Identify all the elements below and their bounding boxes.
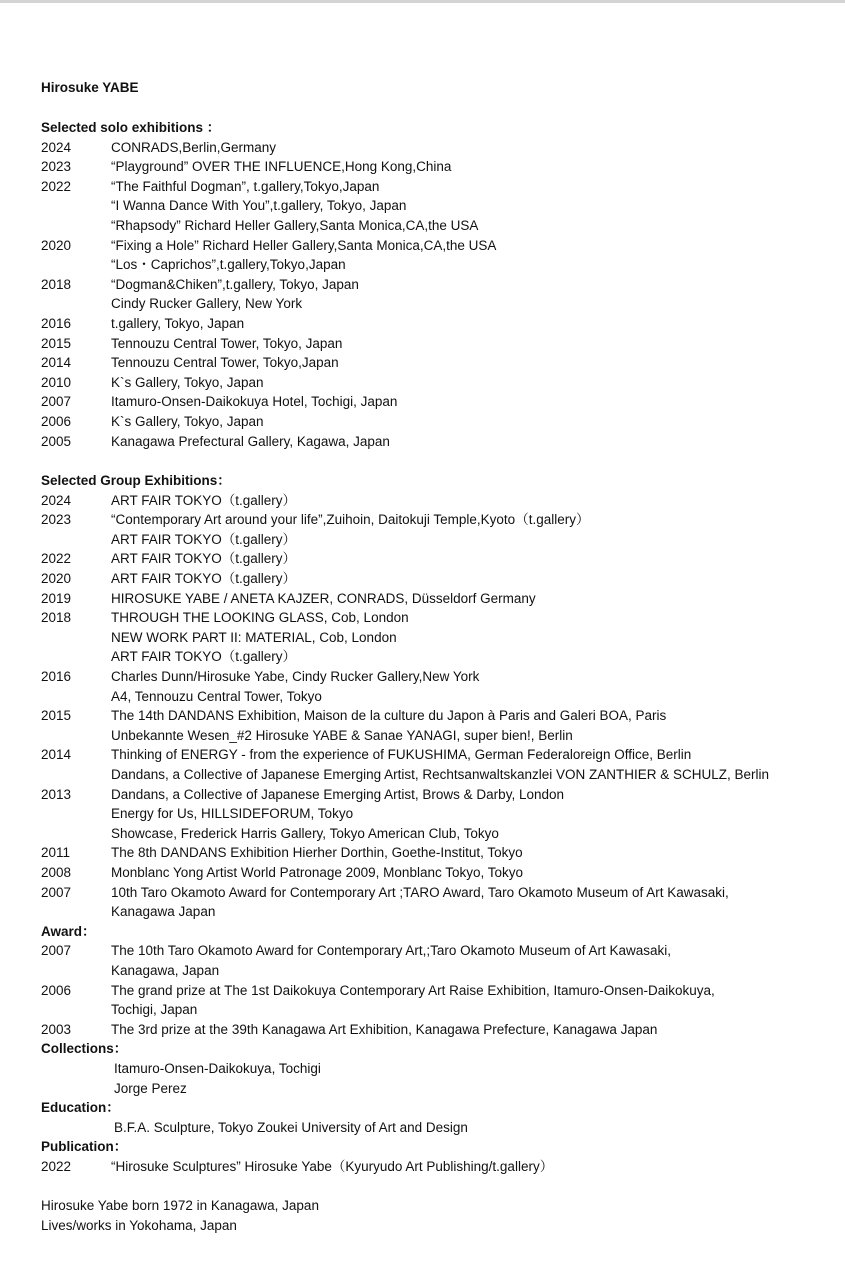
award-heading: Award： <box>41 923 96 939</box>
entry-details <box>111 1157 831 1177</box>
cv-entry <box>41 608 831 667</box>
collections-heading: Collections： <box>41 1041 128 1057</box>
entry-year: 2008 <box>41 864 72 880</box>
entry-details <box>111 981 831 1020</box>
spacer <box>41 451 831 471</box>
group-exhibitions-section <box>41 471 831 922</box>
entry-year: 2020 <box>41 571 72 587</box>
entry-year: 2015 <box>41 335 72 351</box>
entry-details <box>111 863 831 883</box>
entry-line: “Los・Caprichos”,t.gallery,Tokyo,Japan <box>111 257 346 273</box>
entry-year: 2007 <box>41 394 72 410</box>
top-border <box>0 0 845 3</box>
cv-entry <box>41 706 831 745</box>
entry-year: 2016 <box>41 669 72 685</box>
cv-entry <box>41 412 831 432</box>
entry-year: 2020 <box>41 237 72 253</box>
cv-entry <box>41 177 831 236</box>
collections-section <box>41 1039 831 1098</box>
cv-entry <box>41 785 831 844</box>
cv-entry <box>41 510 831 549</box>
entry-year: 2024 <box>41 492 72 508</box>
entry-year <box>41 1059 114 1098</box>
publication-list <box>41 1157 831 1177</box>
entry-year: 2024 <box>41 139 72 155</box>
entry-line: “Rhapsody” Richard Heller Gallery,Santa Monica,CA,the USA <box>111 217 479 233</box>
cv-entry <box>41 138 831 158</box>
entry-details <box>111 745 831 784</box>
education-list <box>41 1118 831 1138</box>
entry-year: 2022 <box>41 1158 72 1174</box>
cv-entry <box>41 157 831 177</box>
spacer <box>41 1176 831 1196</box>
bio-section <box>41 1196 831 1235</box>
entry-year: 2023 <box>41 159 72 175</box>
collections-list <box>41 1059 831 1098</box>
entry-details <box>111 491 831 511</box>
cv-entry <box>41 1059 831 1098</box>
entry-line: The grand prize at The 1st Daikokuya Contemporary Art Raise Exhibition, Itamuro-Onsen-Daikokuya, <box>111 982 715 998</box>
entry-details <box>111 236 831 275</box>
entry-details <box>111 785 831 844</box>
cv-entry <box>41 1157 831 1177</box>
entry-line: B.F.A. Sculpture, Tokyo Zoukei University of Art and Design <box>114 1119 468 1135</box>
cv-entry <box>41 745 831 784</box>
entry-line: Energy for Us, HILLSIDEFORUM, Tokyo <box>111 806 354 822</box>
entry-line: “Hirosuke Sculptures” Hirosuke Yabe（Kyuryudo Art Publishing/t.gallery） <box>111 1158 554 1174</box>
group-exhibitions-list <box>41 491 831 922</box>
entry-year <box>41 1118 114 1138</box>
entry-line: Unbekannte Wesen_#2 Hirosuke YABE & Sanae YANAGI, super bien!, Berlin <box>111 727 573 743</box>
entry-line: Thinking of ENERGY - from the experience of FUKUSHIMA, German Federaloreign Office, Berlin <box>111 747 692 763</box>
entry-details <box>111 843 831 863</box>
solo-exhibitions-section <box>41 118 831 451</box>
cv-entry <box>41 275 831 314</box>
entry-line: ART FAIR TOKYO（t.gallery） <box>111 571 297 587</box>
cv-entry <box>41 981 831 1020</box>
entry-line: Tennouzu Central Tower, Tokyo,Japan <box>111 355 339 371</box>
education-section <box>41 1098 831 1137</box>
entry-details <box>111 138 831 158</box>
entry-details <box>111 373 831 393</box>
cv-entry <box>41 236 831 275</box>
entry-line: “Contemporary Art around your life”,Zuihoin, Daitokuji Temple,Kyoto（t.gallery） <box>111 512 590 528</box>
entry-line: The 14th DANDANS Exhibition, Maison de la culture du Japon à Paris and Galeri BOA, Paris <box>111 708 667 724</box>
entry-details <box>111 569 831 589</box>
entry-year: 2023 <box>41 512 72 528</box>
entry-line: Jorge Perez <box>114 1080 187 1096</box>
entry-line: ART FAIR TOKYO（t.gallery） <box>111 531 297 547</box>
entry-details <box>111 608 831 667</box>
entry-line: “Fixing a Hole” Richard Heller Gallery,Santa Monica,CA,the USA <box>111 237 497 253</box>
entry-details <box>111 589 831 609</box>
cv-entry <box>41 491 831 511</box>
entry-year: 2018 <box>41 610 72 626</box>
entry-year: 2011 <box>41 845 71 861</box>
entry-line: ART FAIR TOKYO（t.gallery） <box>111 649 297 665</box>
entry-line: “The Faithful Dogman”, t.gallery,Tokyo,Japan <box>111 178 380 194</box>
entry-line: K`s Gallery, Tokyo, Japan <box>111 374 264 390</box>
cv-entry <box>41 334 831 354</box>
cv-entry <box>41 863 831 883</box>
entry-details <box>111 1020 831 1040</box>
cv-entry <box>41 589 831 609</box>
entry-year: 2018 <box>41 276 72 292</box>
entry-details <box>111 510 831 549</box>
entry-line: Tennouzu Central Tower, Tokyo, Japan <box>111 335 343 351</box>
entry-year: 2022 <box>41 551 72 567</box>
entry-year: 2005 <box>41 433 72 449</box>
cv-document <box>41 78 831 1236</box>
solo-exhibitions-heading: Selected solo exhibitions ： <box>41 120 221 135</box>
cv-entry <box>41 883 831 922</box>
entry-line: Showcase, Frederick Harris Gallery, Tokyo American Club, Tokyo <box>111 825 499 841</box>
entry-year: 2010 <box>41 374 72 390</box>
entry-year: 2013 <box>41 786 72 802</box>
entry-year: 2014 <box>41 355 72 371</box>
entry-details <box>111 941 831 980</box>
artist-name: Hirosuke YABE <box>41 80 139 95</box>
spacer <box>41 98 831 118</box>
publication-heading: Publication： <box>41 1139 128 1155</box>
bio-lives: Lives/works in Yokohama, Japan <box>41 1218 237 1234</box>
entry-line: Itamuro-Onsen-Daikokuya, Tochigi <box>114 1060 321 1076</box>
entry-line: Dandans, a Collective of Japanese Emerging Artist, Rechtsanwaltskanzlei VON ZANTHIER & SCHULZ, Berlin <box>111 767 770 782</box>
cv-entry <box>41 373 831 393</box>
entry-line: Cindy Rucker Gallery, New York <box>111 296 303 312</box>
entry-line: Tochigi, Japan <box>111 1002 198 1018</box>
entry-line: The 8th DANDANS Exhibition Hierher Dorthin, Goethe-Institut, Tokyo <box>111 845 523 861</box>
entry-details <box>114 1059 831 1098</box>
award-section <box>41 922 831 1040</box>
entry-details <box>111 314 831 334</box>
entry-line: Kanagawa Japan <box>111 904 216 920</box>
entry-year: 2015 <box>41 708 72 724</box>
entry-year: 2019 <box>41 590 72 606</box>
entry-details <box>114 1118 831 1138</box>
bio-born: Hirosuke Yabe born 1972 in Kanagawa, Japan <box>41 1198 319 1214</box>
entry-year: 2003 <box>41 1021 72 1037</box>
entry-details <box>111 706 831 745</box>
group-exhibitions-heading: Selected Group Exhibitions： <box>41 473 231 489</box>
cv-entry <box>41 1020 831 1040</box>
entry-line: THROUGH THE LOOKING GLASS, Cob, London <box>111 610 409 626</box>
entry-line: The 10th Taro Okamoto Award for Contemporary Art,;Taro Okamoto Museum of Art Kawasaki, <box>111 943 671 959</box>
entry-year: 2014 <box>41 747 72 763</box>
entry-year: 2022 <box>41 178 72 194</box>
entry-line: A4, Tennouzu Central Tower, Tokyo <box>111 688 322 704</box>
entry-year: 2006 <box>41 413 72 429</box>
entry-year: 2007 <box>41 884 72 900</box>
entry-line: Kanagawa Prefectural Gallery, Kagawa, Japan <box>111 433 390 449</box>
cv-entry <box>41 941 831 980</box>
award-list <box>41 941 831 1039</box>
entry-year: 2007 <box>41 943 72 959</box>
entry-line: CONRADS,Berlin,Germany <box>111 139 277 155</box>
entry-details <box>111 334 831 354</box>
entry-line: Itamuro-Onsen-Daikokuya Hotel, Tochigi, Japan <box>111 394 398 410</box>
entry-details <box>111 549 831 569</box>
entry-line: 10th Taro Okamoto Award for Contemporary Art ;TARO Award, Taro Okamoto Museum of Art Kawasaki, <box>111 884 729 900</box>
cv-entry <box>41 432 831 452</box>
entry-line: Dandans, a Collective of Japanese Emerging Artist, Brows & Darby, London <box>111 786 564 802</box>
cv-entry <box>41 667 831 706</box>
entry-line: t.gallery, Tokyo, Japan <box>111 315 245 331</box>
entry-details <box>111 883 831 922</box>
cv-entry <box>41 1118 831 1138</box>
cv-entry <box>41 353 831 373</box>
entry-year: 2006 <box>41 982 72 998</box>
entry-line: HIROSUKE YABE / ANETA KAJZER, CONRADS, Düsseldorf Germany <box>111 590 536 606</box>
entry-details <box>111 412 831 432</box>
entry-details <box>111 177 831 236</box>
entry-line: “I Wanna Dance With You”,t.gallery, Tokyo, Japan <box>111 198 407 214</box>
entry-line: ART FAIR TOKYO（t.gallery） <box>111 492 297 508</box>
entry-line: K`s Gallery, Tokyo, Japan <box>111 413 264 429</box>
entry-details <box>111 392 831 412</box>
entry-line: “Dogman&Chiken”,t.gallery, Tokyo, Japan <box>111 276 359 292</box>
entry-details <box>111 667 831 706</box>
cv-entry <box>41 314 831 334</box>
cv-entry <box>41 392 831 412</box>
solo-exhibitions-list <box>41 138 831 452</box>
publication-section <box>41 1137 831 1176</box>
entry-line: “Playground” OVER THE INFLUENCE,Hong Kong,China <box>111 159 452 175</box>
entry-details <box>111 353 831 373</box>
entry-line: NEW WORK PART II: MATERIAL, Cob, London <box>111 629 397 645</box>
entry-line: Kanagawa, Japan <box>111 962 220 978</box>
cv-entry <box>41 843 831 863</box>
entry-year: 2016 <box>41 315 72 331</box>
entry-line: Charles Dunn/Hirosuke Yabe, Cindy Rucker Gallery,New York <box>111 669 480 685</box>
entry-line: Monblanc Yong Artist World Patronage 2009, Monblanc Tokyo, Tokyo <box>111 864 524 880</box>
entry-details <box>111 157 831 177</box>
entry-details <box>111 432 831 452</box>
cv-entry <box>41 569 831 589</box>
cv-entry <box>41 549 831 569</box>
entry-details <box>111 275 831 314</box>
entry-line: ART FAIR TOKYO（t.gallery） <box>111 551 297 567</box>
entry-line: The 3rd prize at the 39th Kanagawa Art Exhibition, Kanagawa Prefecture, Kanagawa Japan <box>111 1021 658 1037</box>
education-heading: Education： <box>41 1100 120 1116</box>
